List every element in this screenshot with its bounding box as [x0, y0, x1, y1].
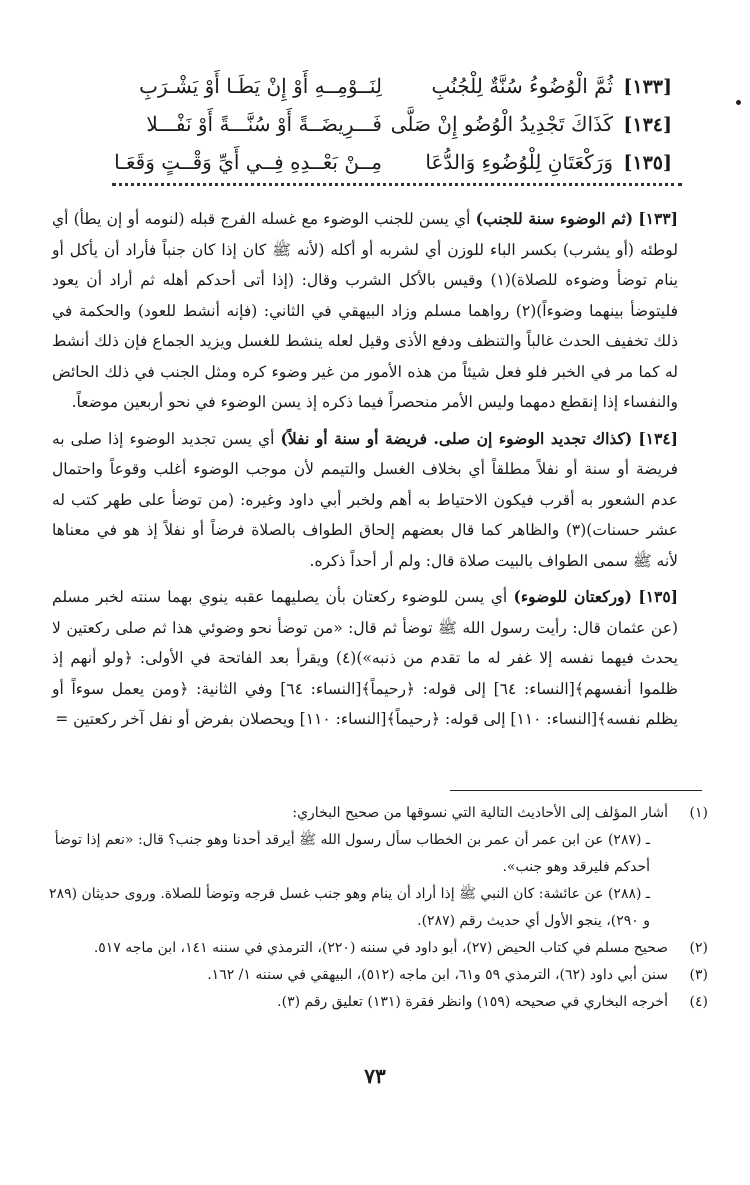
- paragraph-number: [١٣٤]: [638, 428, 678, 448]
- verse-second-hemistich: لِنَــوْمِــهِ أَوْ إِنْ يَطَـا أَوْ يَشْـرَبِ: [139, 74, 382, 98]
- verse-second-hemistich: فَـــرِيضَــةً أَوْ سُنَّـــةً أَوْ نَفْـــلا: [146, 112, 382, 136]
- footnotes: [40, 800, 708, 1016]
- footnote-number: (٢): [689, 940, 708, 956]
- page-number: ٧٣: [364, 1064, 386, 1088]
- paragraph-number: [١٣٣]: [638, 209, 678, 228]
- footnote-text: أشار المؤلف إلى الأحاديث التالية التي نسوقها من صحيح البخاري:: [292, 805, 668, 821]
- verse-number: [١٣٥]: [623, 152, 672, 174]
- verse-first-hemistich: [392, 150, 672, 174]
- footnote: [40, 800, 708, 827]
- paragraph-text: أي يسن للجنب الوضوء مع غسله الفرج قبله (لنومه أو إن يطأ) أي لوطئه (أو يشرب) بكسر الباء للوزن أي لشربه أو أكله (لأنه ﷺ كان إذا كان جنباً فأراد أن يأكل أو ينام توضأ وضوءه للصلاة)(١) وقيس بالأكل الشرب وقال: (إذا أتى أحدكم أهله ثم أراد أن يعود فليتوضأ بينهما وضوءاً)(٢) رواهما مسلم وزاد البيهقي في الثاني: (فإنه أنشط للعود) والحكمة في ذلك تخفيف الحدث غالباً والتنظف ودفع الأذى وقيل لعله ينشط للغسل ويزيد الجماع فإن ذلك أنشط له كما مر في الخبر فلو فعل شيئاً من هذه الأمور من غير وضوء كره ومثل الجنب في ذلك الحائض والنفساء إذا إنقطع دمهما وليس الأمر منحصراً فيما ذكره إذ يسن الوضوء في نحو أربعين موضعاً.: [52, 210, 678, 411]
- footnote-subentry: ـ (٢٨٧) عن ابن عمر أن عمر بن الخطاب سأل رسول الله ﷺ أيرقد أحدنا وهو جنب؟ قال: «نعم إذا توضأ أحدكم فليرقد وهو جنب».: [54, 832, 650, 875]
- verse-line: [112, 112, 672, 150]
- verse-number: [١٣٣]: [623, 76, 672, 98]
- footnote-subentry: ـ (٢٨٨) عن عائشة: كان النبي ﷺ إذا أراد أن ينام وهو جنب غسل فرجه وتوضأ للصلاة. وروى حديثان (٢٨٩ و ٢٩٠)، ينجو الأول أي حديث رقم (٢٨٧).: [49, 886, 650, 929]
- footnote-text: أخرجه البخاري في صحيحه (١٥٩) وانظر فقرة (١٣١) تعليق رقم (٣).: [277, 994, 668, 1010]
- paragraph-text: أي يسن تجديد الوضوء إذا صلى به فريضة أو سنة أو نفلاً مطلقاً أي بخلاف الغسل والتيمم لأن موجب الوضوء أغلب وقوعاً واحتمال عدم الشعور به أقرب فيكون الاحتياط به أهم ولخبر أبي داود وغيره: (من توضأ على طهر كتب له عشر حسنات)(٣) والظاهر كما قال بعضهم إلحاق الطواف بالصلاة فرضاً أو نفلاً إذ هو في معناها لأنه ﷺ سمى الطواف بالبيت صلاة قال: ولم أر أحداً ذكره.: [52, 429, 678, 570]
- verse-number: [١٣٤]: [623, 114, 672, 136]
- commentary-paragraph: [52, 204, 678, 418]
- margin-mark: [736, 100, 741, 105]
- lemma: (كذاك تجديد الوضوء إن صلى. فريضة أو سنة أو نفلاً): [280, 428, 633, 448]
- footnote-number: (٣): [689, 967, 708, 983]
- paragraph-text: أي يسن للوضوء ركعتان بأن يصليهما عقبه ينوي بهما سنته لخبر مسلم (عن عثمان قال: رأيت رسول الله ﷺ توضأ ثم قال: «من توضأ نحو وضوئي هذا ثم صلى ركعتين لا يحدث فيهما نفسه إلا غفر له ما تقدم من ذنبه»)(٤) ويقرأ بعد الفاتحة في الأولى: ﴿ولو أنهم إذ ظلموا أنفسهم﴾[النساء: ٦٤] إلى قوله: ﴿رحيماً﴾[النساء: ٦٤] وفي الثانية: ﴿ومن يعمل سوءاً أو يظلم نفسه﴾[النساء: ١١٠] إلى قوله: ﴿رحيماً﴾[النساء: ١١٠] ويحصلان بفرض أو نفل آخر ركعتين =: [52, 588, 679, 728]
- dotted-separator: [112, 183, 682, 186]
- commentary-paragraph: [52, 424, 678, 577]
- footnote: [40, 989, 708, 1016]
- footnote: [40, 935, 708, 962]
- verse-block: [112, 74, 672, 188]
- verse-text: كَذَاكَ تَجْدِيدُ الْوُضُو إِنْ صَلَّى: [390, 112, 614, 136]
- footnote-number: (١): [689, 805, 708, 821]
- verse-text: وَرَكْعَتَانِ لِلْوُضُوءِ وَالدُّعَا: [425, 150, 614, 174]
- verse-first-hemistich: [392, 112, 672, 136]
- footnote-text: صحيح مسلم في كتاب الحيض (٢٧)، أبو داود في سننه (٢٢٠)، الترمذي في سننه ١٤١، ابن ماجه ٥١٧.: [93, 940, 668, 956]
- verse-line: [112, 74, 672, 112]
- verse-first-hemistich: [392, 74, 672, 98]
- lemma: (وركعتان للوضوء): [513, 587, 632, 606]
- verse-second-hemistich: مِــنْ بَعْــدِهِ فِــي أَيِّ وَقْــتٍ وَقَعَـا: [114, 150, 382, 174]
- footnote: [40, 962, 708, 989]
- commentary-body: [52, 204, 678, 735]
- footnote-rule: [450, 790, 702, 791]
- verse-text: ثُمَّ الْوُضُوءُ سُنَّةٌ لِلْجُنُبِ: [431, 74, 614, 98]
- paragraph-number: [١٣٥]: [638, 587, 679, 606]
- footnote-text: سنن أبي داود (٦٢)، الترمذي ٥٩ و٦١، ابن ماجه (٥١٢)، البيهقي في سننه ١/ ١٦٢.: [207, 967, 668, 983]
- lemma: (ثم الوضوء سنة للجنب): [475, 209, 634, 228]
- footnote-number: (٤): [689, 994, 708, 1010]
- commentary-paragraph: [52, 582, 678, 735]
